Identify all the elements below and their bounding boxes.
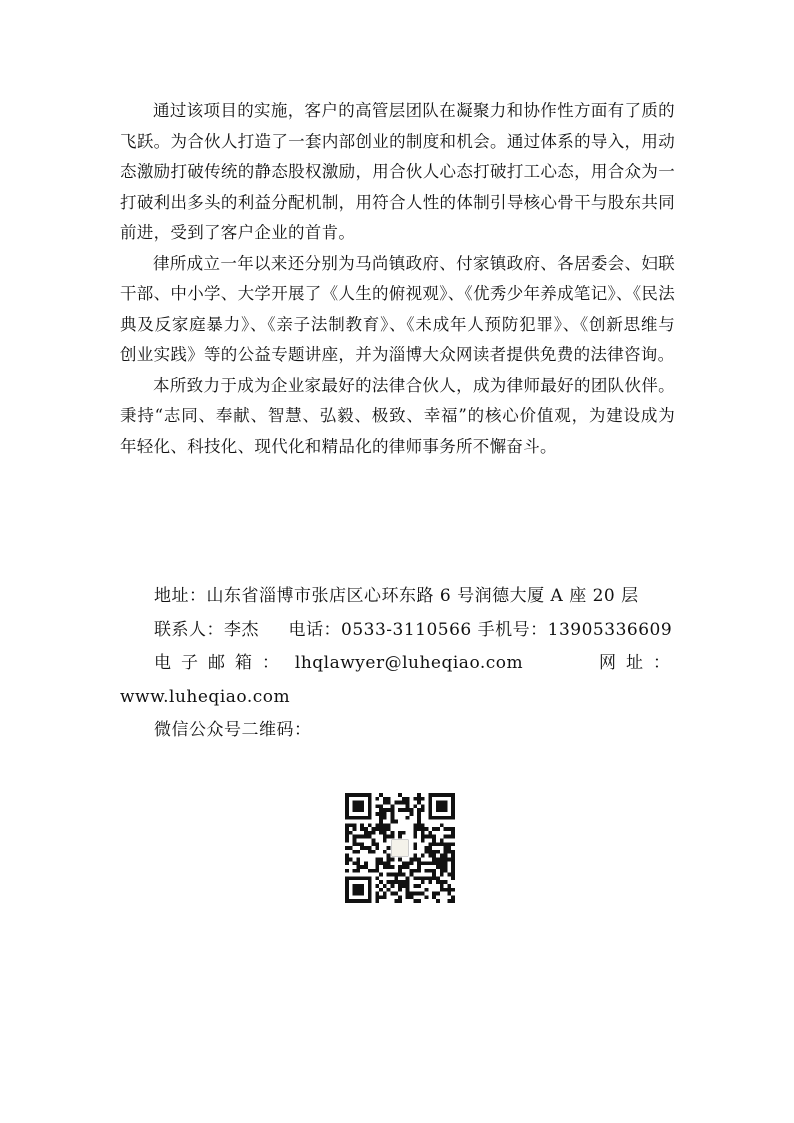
address-label: 地址： — [154, 586, 207, 606]
website-label: 网址： — [599, 653, 680, 673]
body-text — [120, 96, 675, 462]
contact-person-label: 联系人： — [154, 619, 224, 640]
email-label: 电子邮箱： — [154, 653, 289, 673]
paragraph-project-results: 通过该项目的实施，客户的高管层团队在凝聚力和协作性方面有了质的飞跃。为合伙人打造了一套内部创业的制度和机会。通过体系的导入，用动态激励打破传统的静态股权激励，用合伙人心态打破打工心态，用合众为一打破利出多头的利益分配机制，用符合人性的体制引导核心骨干与股东共同前进，受到了客户企业的首肯。 — [120, 101, 675, 242]
address-line — [120, 580, 680, 614]
qr-code-icon — [345, 793, 455, 903]
email-value[interactable]: lhqlawyer@luheqiao.com — [294, 653, 524, 673]
email-line — [120, 647, 680, 681]
website-value[interactable]: www.luheqiao.com — [120, 686, 291, 707]
wechat-qr-label: 微信公众号二维码： — [154, 720, 312, 740]
contact-block — [120, 580, 680, 748]
mobile-label: 手机号： — [477, 619, 548, 640]
paragraph-public-lectures: 律所成立一年以来还分别为马尚镇政府、付家镇政府、各居委会、妇联干部、中小学、大学开展了《人生的俯视观》、《优秀少年养成笔记》、《民法典及反家庭暴力》、《亲子法制教育》、《未成年人预防犯罪》、《创新思维与创业实践》等的公益专题讲座，并为淄博大众网读者提供免费的法律咨询。 — [120, 253, 675, 364]
phone-number: 0533-3110566 — [341, 619, 472, 640]
mobile-number: 13905336609 — [547, 619, 673, 640]
contact-person: 李杰 — [224, 619, 259, 640]
phone-label: 电话： — [288, 619, 342, 640]
paragraph-mission: 本所致力于成为企业家最好的法律合伙人，成为律师最好的团队伙伴。秉持“志同、奉献、智慧、弘毅、极致、幸福”的核心价值观，为建设成为年轻化、科技化、现代化和精品化的律师事务所不懈奋斗。 — [120, 375, 675, 456]
phone-line — [120, 614, 680, 648]
address-value: 山东省淄博市张店区心环东路 6 号润德大厦 A 座 20 层 — [206, 586, 639, 606]
